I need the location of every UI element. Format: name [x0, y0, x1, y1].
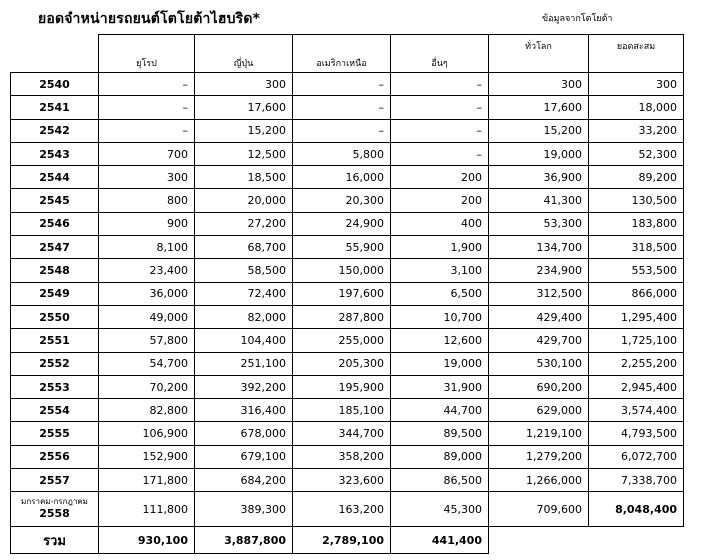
europe-cell: 300 — [99, 166, 195, 189]
world-cell: 312,500 — [489, 282, 589, 305]
japan-cell: 27,200 — [195, 212, 293, 235]
year-cell: 2540 — [11, 73, 99, 96]
north-america-cell: 358,200 — [293, 445, 391, 468]
table-row — [11, 96, 684, 119]
others-cell: 89,500 — [391, 422, 489, 445]
north-america-cell: 197,600 — [293, 282, 391, 305]
table-row — [11, 352, 684, 375]
japan-cell: 316,400 — [195, 399, 293, 422]
europe-cell: 23,400 — [99, 259, 195, 282]
col-header-north-america: อเมริกาเหนือ — [293, 35, 391, 73]
table-row — [11, 73, 684, 96]
world-cell: 36,900 — [489, 166, 589, 189]
others-cell: 3,100 — [391, 259, 489, 282]
cumulative-cell: 183,800 — [589, 212, 684, 235]
total-label: รวม — [11, 527, 99, 554]
world-cell: 17,600 — [489, 96, 589, 119]
japan-cell: 12,500 — [195, 142, 293, 165]
japan-cell: 684,200 — [195, 469, 293, 492]
cumulative-cell: 318,500 — [589, 236, 684, 259]
north-america-cell: 5,800 — [293, 142, 391, 165]
world-cell: 1,219,100 — [489, 422, 589, 445]
world-cell: 234,900 — [489, 259, 589, 282]
year-cell: 2553 — [11, 375, 99, 398]
europe-cell: 900 — [99, 212, 195, 235]
japan-cell: 82,000 — [195, 305, 293, 328]
europe-cell: 700 — [99, 142, 195, 165]
cumulative-cell: 52,300 — [589, 142, 684, 165]
japan-cell: 18,500 — [195, 166, 293, 189]
others-cell: – — [391, 73, 489, 96]
others-cell: 1,900 — [391, 236, 489, 259]
north-america-cell: – — [293, 119, 391, 142]
japan-cell: 72,400 — [195, 282, 293, 305]
europe-cell: 49,000 — [99, 305, 195, 328]
europe-cell: 57,800 — [99, 329, 195, 352]
year-cell: 2550 — [11, 305, 99, 328]
world-cell: 41,300 — [489, 189, 589, 212]
total-empty-cell — [489, 527, 589, 554]
north-america-cell: 255,000 — [293, 329, 391, 352]
period-year: 2558 — [39, 507, 70, 521]
others-cell: 31,900 — [391, 375, 489, 398]
japan-cell: 20,000 — [195, 189, 293, 212]
north-america-cell: 20,300 — [293, 189, 391, 212]
cumulative-cell: 866,000 — [589, 282, 684, 305]
table-row — [11, 469, 684, 492]
year-cell: 2544 — [11, 166, 99, 189]
cumulative-cell: 4,793,500 — [589, 422, 684, 445]
japan-cell: 58,500 — [195, 259, 293, 282]
europe-cell: 111,800 — [99, 492, 195, 527]
others-cell: 6,500 — [391, 282, 489, 305]
others-cell: – — [391, 96, 489, 119]
world-cell: 1,266,000 — [489, 469, 589, 492]
world-cell: 300 — [489, 73, 589, 96]
total-row — [11, 527, 684, 554]
cumulative-cell: 3,574,400 — [589, 399, 684, 422]
north-america-cell: 323,600 — [293, 469, 391, 492]
year-cell: 2554 — [11, 399, 99, 422]
total-others-cell: 441,400 — [391, 527, 489, 554]
world-cell: 134,700 — [489, 236, 589, 259]
others-cell: – — [391, 119, 489, 142]
year-cell: 2547 — [11, 236, 99, 259]
table-row — [11, 399, 684, 422]
japan-cell: 17,600 — [195, 96, 293, 119]
japan-cell: 679,100 — [195, 445, 293, 468]
year-cell: 2552 — [11, 352, 99, 375]
page-title: ยอดจำหน่ายรถยนต์โตโยต้าไฮบริด* — [38, 11, 261, 27]
japan-cell: 678,000 — [195, 422, 293, 445]
others-cell: 45,300 — [391, 492, 489, 527]
col-header-cumulative: ยอดสะสม — [589, 35, 684, 73]
table-row — [11, 119, 684, 142]
others-cell: 86,500 — [391, 469, 489, 492]
japan-cell: 389,300 — [195, 492, 293, 527]
total-europe-cell: 930,100 — [99, 527, 195, 554]
north-america-cell: 195,900 — [293, 375, 391, 398]
world-cell: 429,400 — [489, 305, 589, 328]
world-cell: 1,279,200 — [489, 445, 589, 468]
north-america-cell: 24,900 — [293, 212, 391, 235]
cumulative-cell: 2,945,400 — [589, 375, 684, 398]
europe-cell: 106,900 — [99, 422, 195, 445]
year-cell: 2556 — [11, 445, 99, 468]
north-america-cell: 163,200 — [293, 492, 391, 527]
north-america-cell: 205,300 — [293, 352, 391, 375]
europe-cell: 171,800 — [99, 469, 195, 492]
world-cell: 530,100 — [489, 352, 589, 375]
europe-cell: – — [99, 73, 195, 96]
table-row — [11, 445, 684, 468]
table-row — [11, 166, 684, 189]
col-header-world: ทั่วโลก — [489, 35, 589, 73]
world-cell: 709,600 — [489, 492, 589, 527]
europe-cell: 54,700 — [99, 352, 195, 375]
year-cell: 2546 — [11, 212, 99, 235]
europe-cell: – — [99, 96, 195, 119]
europe-cell: 152,900 — [99, 445, 195, 468]
north-america-cell: 344,700 — [293, 422, 391, 445]
north-america-cell: – — [293, 96, 391, 119]
north-america-cell: 16,000 — [293, 166, 391, 189]
cumulative-cell: 18,000 — [589, 96, 684, 119]
period-label: มกราคม-กรกฎาคม — [21, 497, 88, 507]
japan-cell: 251,100 — [195, 352, 293, 375]
cumulative-cell: 553,500 — [589, 259, 684, 282]
year-cell: 2549 — [11, 282, 99, 305]
year-cell: 2543 — [11, 142, 99, 165]
japan-cell: 392,200 — [195, 375, 293, 398]
europe-cell: 70,200 — [99, 375, 195, 398]
japan-cell: 104,400 — [195, 329, 293, 352]
cumulative-cell: 300 — [589, 73, 684, 96]
world-cell: 429,700 — [489, 329, 589, 352]
japan-cell: 15,200 — [195, 119, 293, 142]
cumulative-cell: 1,295,400 — [589, 305, 684, 328]
world-cell: 19,000 — [489, 142, 589, 165]
north-america-cell: 287,800 — [293, 305, 391, 328]
others-cell: 12,600 — [391, 329, 489, 352]
japan-cell: 68,700 — [195, 236, 293, 259]
others-cell: 44,700 — [391, 399, 489, 422]
table-row — [11, 422, 684, 445]
cumulative-cell: 130,500 — [589, 189, 684, 212]
total-empty-cell — [589, 527, 684, 554]
table-row — [11, 189, 684, 212]
source-note: ข้อมูลจากโตโยต้า — [542, 14, 613, 24]
period-year-cell — [11, 492, 99, 527]
table-row — [11, 259, 684, 282]
north-america-cell: 185,100 — [293, 399, 391, 422]
world-cell: 53,300 — [489, 212, 589, 235]
table-row — [11, 329, 684, 352]
table-row — [11, 282, 684, 305]
year-cell: 2545 — [11, 189, 99, 212]
year-cell: 2551 — [11, 329, 99, 352]
europe-cell: 82,800 — [99, 399, 195, 422]
table-row — [11, 305, 684, 328]
year-cell: 2548 — [11, 259, 99, 282]
cumulative-cell: 7,338,700 — [589, 469, 684, 492]
cumulative-cell: 33,200 — [589, 119, 684, 142]
cumulative-cell: 6,072,700 — [589, 445, 684, 468]
others-cell: 19,000 — [391, 352, 489, 375]
header-corner — [11, 35, 99, 73]
table-row — [11, 212, 684, 235]
north-america-cell: – — [293, 73, 391, 96]
total-north-america-cell: 2,789,100 — [293, 527, 391, 554]
col-header-europe: ยุโรป — [99, 35, 195, 73]
table-row — [11, 142, 684, 165]
others-cell: 200 — [391, 189, 489, 212]
total-japan-cell: 3,887,800 — [195, 527, 293, 554]
others-cell: – — [391, 142, 489, 165]
others-cell: 200 — [391, 166, 489, 189]
world-cell: 690,200 — [489, 375, 589, 398]
table-row — [11, 375, 684, 398]
year-cell: 2542 — [11, 119, 99, 142]
cumulative-cell: 1,725,100 — [589, 329, 684, 352]
cumulative-cell: 89,200 — [589, 166, 684, 189]
north-america-cell: 55,900 — [293, 236, 391, 259]
north-america-cell: 150,000 — [293, 259, 391, 282]
europe-cell: 800 — [99, 189, 195, 212]
others-cell: 400 — [391, 212, 489, 235]
year-cell: 2555 — [11, 422, 99, 445]
europe-cell: 36,000 — [99, 282, 195, 305]
others-cell: 10,700 — [391, 305, 489, 328]
header-row — [11, 35, 684, 73]
year-cell: 2541 — [11, 96, 99, 119]
col-header-others: อื่นๆ — [391, 35, 489, 73]
japan-cell: 300 — [195, 73, 293, 96]
year-cell: 2557 — [11, 469, 99, 492]
col-header-japan: ญี่ปุ่น — [195, 35, 293, 73]
cumulative-cell: 2,255,200 — [589, 352, 684, 375]
table-row-partial-year — [11, 492, 684, 527]
others-cell: 89,000 — [391, 445, 489, 468]
europe-cell: 8,100 — [99, 236, 195, 259]
europe-cell: – — [99, 119, 195, 142]
table-row — [11, 236, 684, 259]
world-cell: 629,000 — [489, 399, 589, 422]
sales-table — [10, 34, 684, 554]
world-cell: 15,200 — [489, 119, 589, 142]
cumulative-cell: 8,048,400 — [589, 492, 684, 527]
